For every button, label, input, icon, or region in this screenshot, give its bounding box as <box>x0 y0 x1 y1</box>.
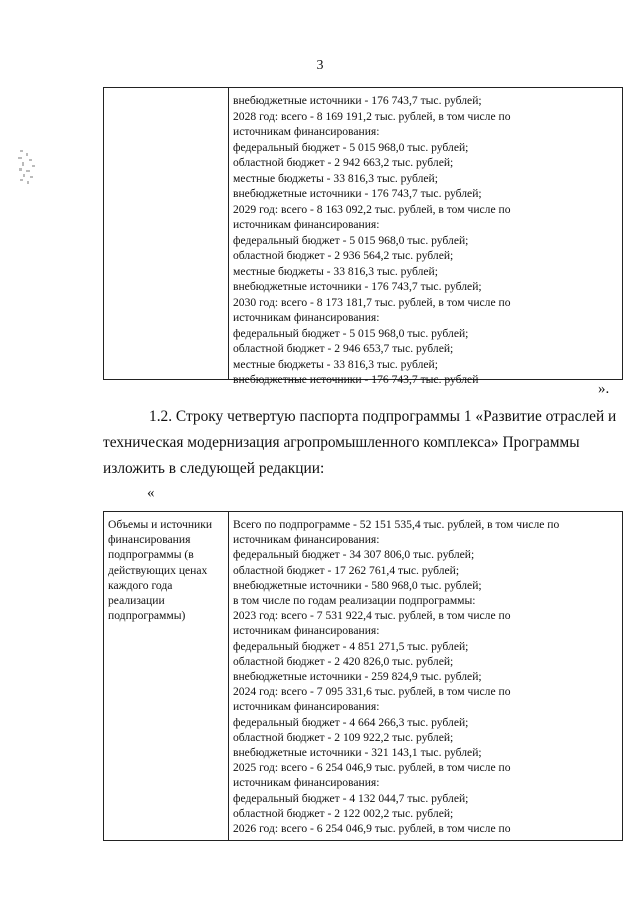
table-line: внебюджетные источники - 176 743,7 тыс. рублей; <box>233 94 482 107</box>
table-line: федеральный бюджет - 5 015 968,0 тыс. рублей; <box>233 140 469 154</box>
paragraph-line: 1.2. Строку четвертую паспорта подпрограммы 1 «Развитие отраслей и <box>149 408 617 425</box>
table-line: областной бюджет - 2 420 826,0 тыс. рублей; <box>233 654 454 668</box>
table-line: 2026 год: всего - 6 254 046,9 тыс. рублей, в том числе по <box>233 822 511 836</box>
paragraph-line: техническая модернизация агропромышленного комплекса» Программы <box>103 434 580 451</box>
subprogram-funding-table <box>103 511 623 841</box>
table-line: 2023 год: всего - 7 531 922,4 тыс. рублей, в том числе по <box>233 609 511 623</box>
table-line: источникам финансирования: <box>233 700 380 714</box>
table-line: местные бюджеты - 33 816,3 тыс. рублей; <box>233 264 438 278</box>
table-line: источникам финансирования: <box>233 125 380 138</box>
funding-details-cell <box>233 517 618 836</box>
table-line: областной бюджет - 17 262 761,4 тыс. рублей; <box>233 563 460 577</box>
opening-quote: « <box>147 485 155 501</box>
row-header-line: подпрограммы) <box>108 609 186 623</box>
table-line: источникам финансирования: <box>233 533 380 547</box>
row-header-cell <box>108 517 226 623</box>
table-line: внебюджетные источники - 176 743,7 тыс. рублей <box>233 373 479 386</box>
table-line: федеральный бюджет - 4 851 271,5 тыс. рублей; <box>233 639 469 653</box>
table-line: федеральный бюджет - 4 664 266,3 тыс. рублей; <box>233 715 469 729</box>
table-line: внебюджетные источники - 259 824,9 тыс. рублей; <box>233 670 482 684</box>
table-line: источникам финансирования: <box>233 218 380 231</box>
table-line: областной бюджет - 2 122 002,2 тыс. рублей; <box>233 806 454 820</box>
table-line: местные бюджеты - 33 816,3 тыс. рублей; <box>233 171 438 185</box>
row-header-line: подпрограммы (в <box>108 548 194 562</box>
table-line: 2030 год: всего - 8 173 181,7 тыс. рублей, в том числе по <box>233 295 511 309</box>
table-line: областной бюджет - 2 946 653,7 тыс. рублей; <box>233 342 454 355</box>
table-line: внебюджетные источники - 580 968,0 тыс. рублей; <box>233 578 482 592</box>
table-line: внебюджетные источники - 176 743,7 тыс. рублей; <box>233 280 482 293</box>
table-line: местные бюджеты - 33 816,3 тыс. рублей; <box>233 357 438 371</box>
table-line: федеральный бюджет - 5 015 968,0 тыс. рублей; <box>233 233 469 247</box>
table-line: источникам финансирования: <box>233 624 380 638</box>
table-line: федеральный бюджет - 4 132 044,7 тыс. рублей; <box>233 791 469 805</box>
table-line: источникам финансирования: <box>233 311 380 324</box>
row-header-line: действующих ценах <box>108 563 208 577</box>
row-header-line: каждого года <box>108 578 173 592</box>
table-line: 2025 год: всего - 6 254 046,9 тыс. рублей, в том числе по <box>233 761 511 775</box>
column-divider <box>228 512 229 840</box>
table-line: областной бюджет - 2 936 564,2 тыс. рублей; <box>233 249 454 262</box>
table-line: федеральный бюджет - 34 307 806,0 тыс. рублей; <box>233 548 475 562</box>
amendment-paragraph <box>103 404 625 482</box>
table-line: внебюджетные источники - 321 143,1 тыс. рублей; <box>233 746 482 760</box>
table-line: источникам финансирования: <box>233 776 380 790</box>
table-line: областной бюджет - 2 109 922,2 тыс. рублей; <box>233 730 454 744</box>
table-line: областной бюджет - 2 942 663,2 тыс. рублей; <box>233 156 454 169</box>
table-line: федеральный бюджет - 5 015 968,0 тыс. рублей; <box>233 326 469 340</box>
row-header-line: финансирования <box>108 533 191 547</box>
table-line: 2028 год: всего - 8 169 191,2 тыс. рублей, в том числе по <box>233 109 511 123</box>
row-header-line: Объемы и источники <box>108 518 213 531</box>
table-line: внебюджетные источники - 176 743,7 тыс. рублей; <box>233 187 482 200</box>
table-line: Всего по подпрограмме - 52 151 535,4 тыс. рублей, в том числе по <box>233 518 560 531</box>
page-number: 3 <box>316 58 324 73</box>
table-line: в том числе по годам реализации подпрограммы: <box>233 594 476 608</box>
funding-table-continued <box>103 87 623 386</box>
paragraph-line: изложить в следующей редакции: <box>103 460 325 477</box>
table-line: 2029 год: всего - 8 163 092,2 тыс. рублей, в том числе по <box>233 202 511 216</box>
closing-quote: ». <box>598 381 610 397</box>
row-header-line: реализации <box>108 594 165 608</box>
funding-details-cell <box>233 93 618 388</box>
table-line: 2024 год: всего - 7 095 331,6 тыс. рублей, в том числе по <box>233 685 511 699</box>
scan-artifact <box>14 148 42 186</box>
column-divider <box>228 88 229 379</box>
